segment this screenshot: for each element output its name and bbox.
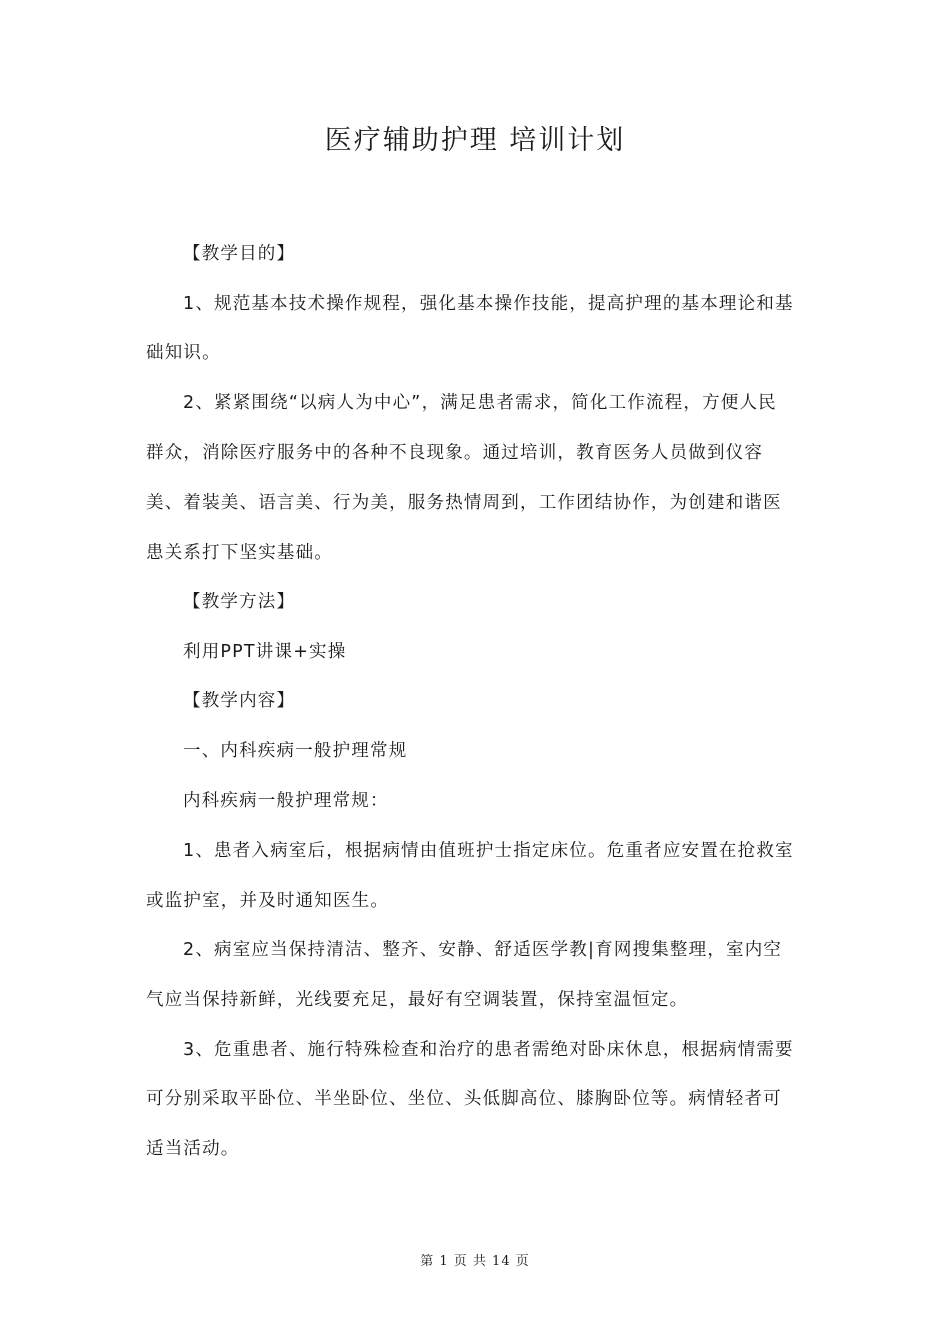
paragraph-line: 础知识。 (146, 343, 221, 363)
section-heading-methods: 【教学方法】 (183, 592, 296, 612)
paragraph-line: 群众，消除医疗服务中的各种不良现象。通过培训，教育医务人员做到仪容 (146, 443, 764, 463)
paragraph-line: 气应当保持新鲜，光线要充足，最好有空调装置，保持室温恒定。 (146, 990, 689, 1010)
paragraph-line: 利用PPT讲课+实操 (183, 642, 347, 662)
subsection-heading: 一、内科疾病一般护理常规 (183, 741, 408, 761)
paragraph-line: 患关系打下坚实基础。 (146, 543, 333, 563)
paragraph-line: 可分别采取平卧位、半坐卧位、坐位、头低脚高位、膝胸卧位等。病情轻者可 (146, 1089, 782, 1109)
paragraph-line: 1、规范基本技术操作规程，强化基本操作技能，提高护理的基本理论和基 (183, 294, 794, 314)
page-footer: 第 1 页 共 14 页 (420, 1254, 530, 1269)
paragraph-line: 1、患者入病室后，根据病情由值班护士指定床位。危重者应安置在抢救室 (183, 841, 794, 861)
paragraph-line: 2、病室应当保持清洁、整齐、安静、舒适医学教|育网搜集整理，室内空 (183, 940, 783, 960)
paragraph-line: 内科疾病一般护理常规： (183, 791, 389, 811)
paragraph-line: 3、危重患者、施行特殊检查和治疗的患者需绝对卧床休息，根据病情需要 (183, 1040, 794, 1060)
document-title: 医疗辅助护理 培训计划 (324, 125, 626, 156)
paragraph-line: 美、着装美、语言美、行为美，服务热情周到，工作团结协作，为创建和谐医 (146, 493, 782, 513)
section-heading-objectives: 【教学目的】 (183, 244, 296, 264)
section-heading-content: 【教学内容】 (183, 691, 296, 711)
paragraph-line: 适当活动。 (146, 1139, 240, 1159)
paragraph-line: 或监护室，并及时通知医生。 (146, 891, 390, 911)
paragraph-line: 2、紧紧围绕“以病人为中心”，满足患者需求，简化工作流程，方便人民 (183, 393, 777, 413)
